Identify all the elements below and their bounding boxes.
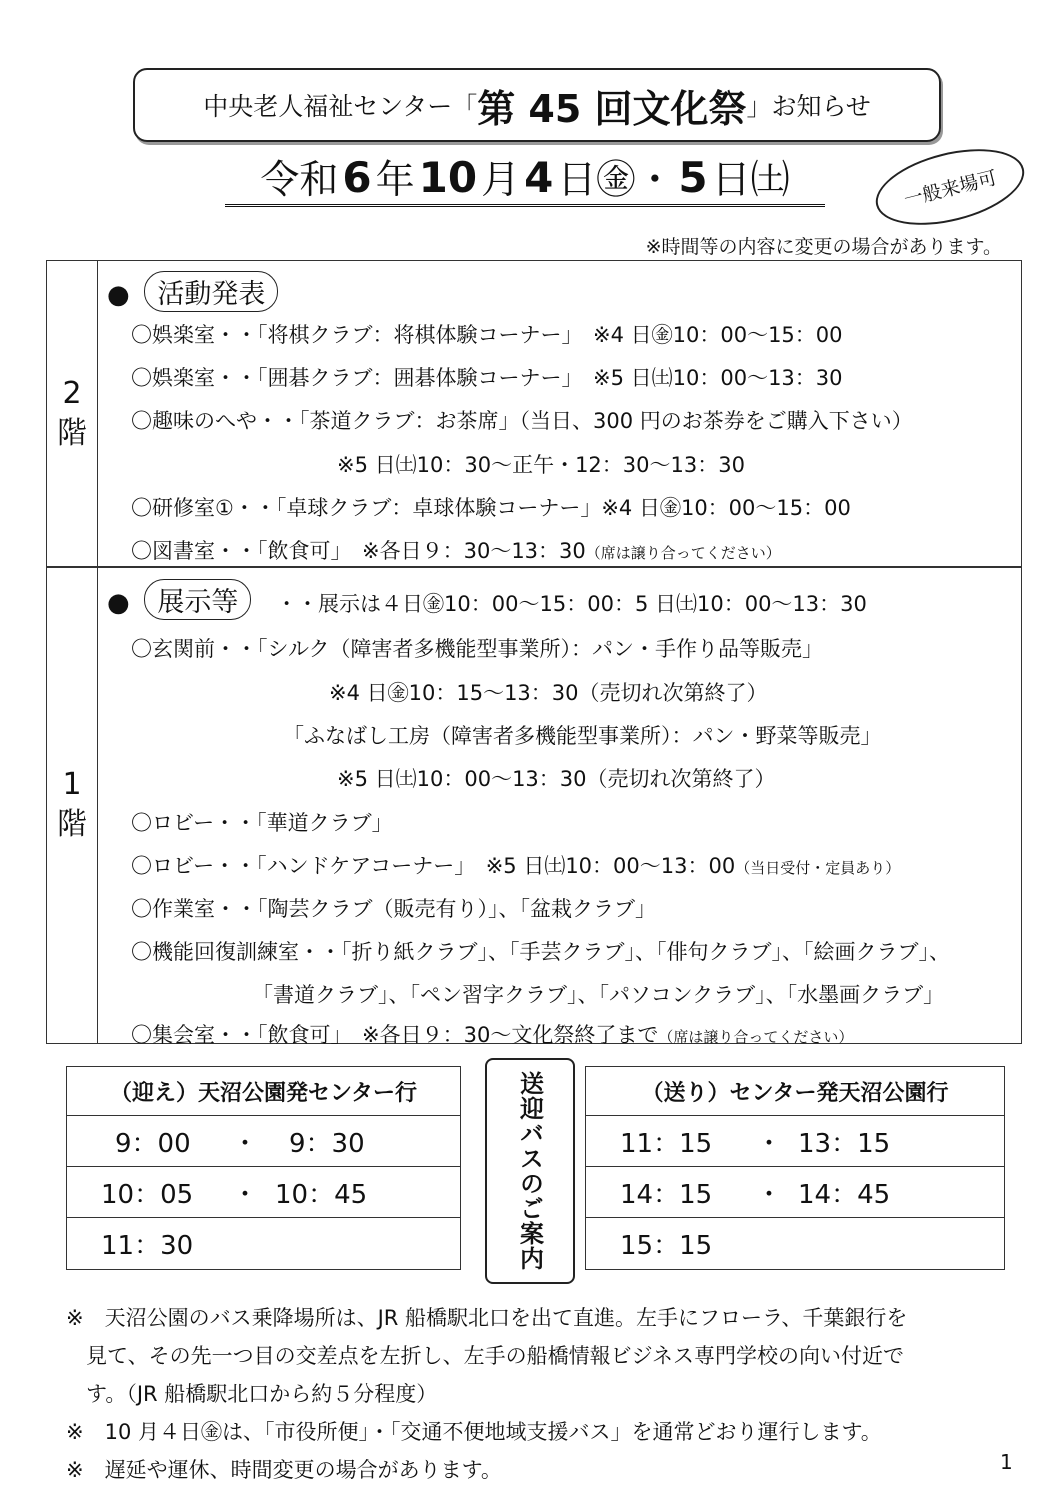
date-era: 令和 [260, 158, 339, 203]
bus-time: 11：15 [620, 1128, 713, 1159]
table-row [67, 1116, 460, 1167]
bus-time: 14：45 [798, 1179, 891, 1210]
bullet-icon: ● [107, 280, 130, 310]
table-row [586, 1218, 1004, 1269]
list-item: 〇ロビー・・「華道クラブ」 [131, 811, 393, 835]
bus-guide-scroll [485, 1058, 575, 1284]
footnote-bus-stop-1: ※ 天沼公園のバス乗降場所は、JR 船橋駅北口を出て直進。左手にフローラ、千葉銀行を [66, 1306, 908, 1330]
handcare-text: 〇ロビー・・「ハンドケアコーナー」 ※5 日㈯10：00～13：00 [131, 854, 736, 878]
floor2-number: 2 [62, 375, 82, 411]
open-badge-text: 一般来場可 [901, 166, 1000, 211]
section-title-activity: 活動発表 [144, 271, 278, 312]
date-day2: 5 [678, 152, 708, 202]
list-item: ※5 日㈯10：00～13：30（売切れ次第終了） [337, 767, 776, 791]
list-item: ※4 日㊎10：15～13：30（売切れ次第終了） [329, 681, 768, 705]
table-row [67, 1218, 460, 1269]
bus-time: 14：15 [620, 1179, 713, 1210]
floor1-label [47, 567, 98, 1043]
page-number: 1 [1000, 1450, 1013, 1474]
section-title-exhibit: 展示等 [144, 579, 251, 620]
library-text: 〇図書室・・「飲食可」 ※各日９：30～13：30 [131, 539, 586, 563]
list-item: 〇玄関前・・「シルク（障害者多機能型事業所）：パン・手作り品等販売」 [131, 637, 824, 661]
footnote-bus-stop-3: す。（JR 船橋駅北口から約５分程度） [86, 1382, 438, 1406]
list-item [131, 1019, 853, 1049]
exhibit-hours: ・・展示は４日㊎10：00～15：00：5 日㈯10：00～13：30 [276, 592, 867, 616]
bus-time: 10：45 [275, 1179, 368, 1210]
floor2-section [46, 260, 1022, 568]
date-month-unit: 月 [481, 158, 521, 203]
library-note: （席は譲り合ってください） [585, 544, 781, 562]
bus-time: 9：30 [289, 1128, 365, 1159]
list-item: 〇趣味のへや・・「茶道クラブ：お茶席」（当日、300 円のお茶券をご購入下さい） [131, 409, 913, 433]
bus-time: 9：00 [115, 1128, 191, 1159]
floor1-number: 1 [62, 766, 82, 802]
date-day1: 4 [524, 152, 554, 202]
floor2-label [47, 261, 98, 567]
floor1-section [46, 566, 1022, 1047]
hall-text: 〇集会室・・「飲食可」 ※各日９：30～文化祭終了まで [131, 1023, 659, 1047]
list-item: 「書道クラブ」、「ペン習字クラブ」、「パソコンクラブ」、「水墨画クラブ」 [252, 983, 945, 1007]
pickup-bus-table [66, 1066, 461, 1270]
bus-guide-label: 送迎バスのご案内 [515, 1071, 544, 1271]
event-date [225, 150, 825, 207]
change-note: ※時間等の内容に変更の場合があります。 [645, 236, 1002, 258]
floor1-char: 階 [57, 807, 87, 842]
bus-separator: ・ [232, 1179, 259, 1210]
date-year-unit: 年 [375, 158, 415, 203]
floor2-heading [107, 271, 278, 312]
list-item [131, 535, 781, 565]
bus-time: 11：30 [101, 1231, 194, 1261]
title-prefix: 中央老人福祉センター「 [203, 92, 478, 121]
list-item: 〇娯楽室・・「囲碁クラブ：囲碁体験コーナー」 ※5 日㈯10：00～13：30 [131, 366, 843, 390]
bullet-icon: ● [107, 588, 130, 618]
floor1-heading [107, 579, 867, 620]
handcare-note: （当日受付・定員あり） [735, 859, 901, 877]
list-item: 〇娯楽室・・「将棋クラブ：将棋体験コーナー」 ※4 日㊎10：00～15：00 [131, 323, 843, 347]
pickup-title: （迎え）天沼公園発センター行 [67, 1067, 460, 1116]
dropoff-title: （送り）センター発天沼公園行 [586, 1067, 1004, 1116]
list-item: 「ふなばし工房（障害者多機能型事業所）：パン・野菜等販売」 [283, 724, 882, 748]
bus-separator: ・ [232, 1128, 259, 1159]
footnote-city-bus: ※ 10 月４日㊎は、「市役所便」・「交通不便地域支援バス」を通常どおり運行します。 [66, 1420, 882, 1444]
date-day1-unit: 日㊎・ [557, 158, 675, 203]
floor2-char: 階 [57, 416, 87, 451]
date-month: 10 [418, 152, 478, 202]
dropoff-bus-table [585, 1066, 1005, 1270]
bus-time: 13：15 [798, 1128, 891, 1159]
list-item: 〇機能回復訓練室・・「折り紙クラブ」、「手芸クラブ」、「俳句クラブ」、「絵画クラブ」、 [131, 940, 950, 964]
footnote-delays: ※ 遅延や運休、時間変更の場合があります。 [66, 1458, 502, 1482]
date-day2-unit: 日㈯ [711, 158, 790, 203]
open-to-public-badge [868, 136, 1032, 239]
hall-note: （席は譲り合ってください） [658, 1028, 854, 1046]
bus-time: 15：15 [620, 1231, 713, 1261]
bus-time: 10：05 [101, 1179, 194, 1210]
table-row [586, 1116, 1004, 1167]
list-item [131, 850, 900, 880]
title-main: 第 45 回文化祭 [477, 86, 747, 131]
table-row [67, 1167, 460, 1218]
list-item: 〇作業室・・「陶芸クラブ（販売有り）」、「盆栽クラブ」 [131, 897, 656, 921]
list-item: ※5 日㈯10：30～正午・12：30～13：30 [337, 453, 745, 477]
footnote-bus-stop-2: 見て、その先一つ目の交差点を左折し、左手の船橋情報ビジネス専門学校の向い付近で [86, 1344, 904, 1368]
title-box [133, 68, 941, 142]
bus-separator: ・ [756, 1179, 783, 1210]
date-year: 6 [342, 152, 372, 202]
bus-separator: ・ [756, 1128, 783, 1159]
list-item: 〇研修室①・・「卓球クラブ：卓球体験コーナー」※4 日㊎10：00～15：00 [131, 496, 851, 520]
table-row [586, 1167, 1004, 1218]
title-suffix: 」お知らせ [746, 92, 871, 121]
